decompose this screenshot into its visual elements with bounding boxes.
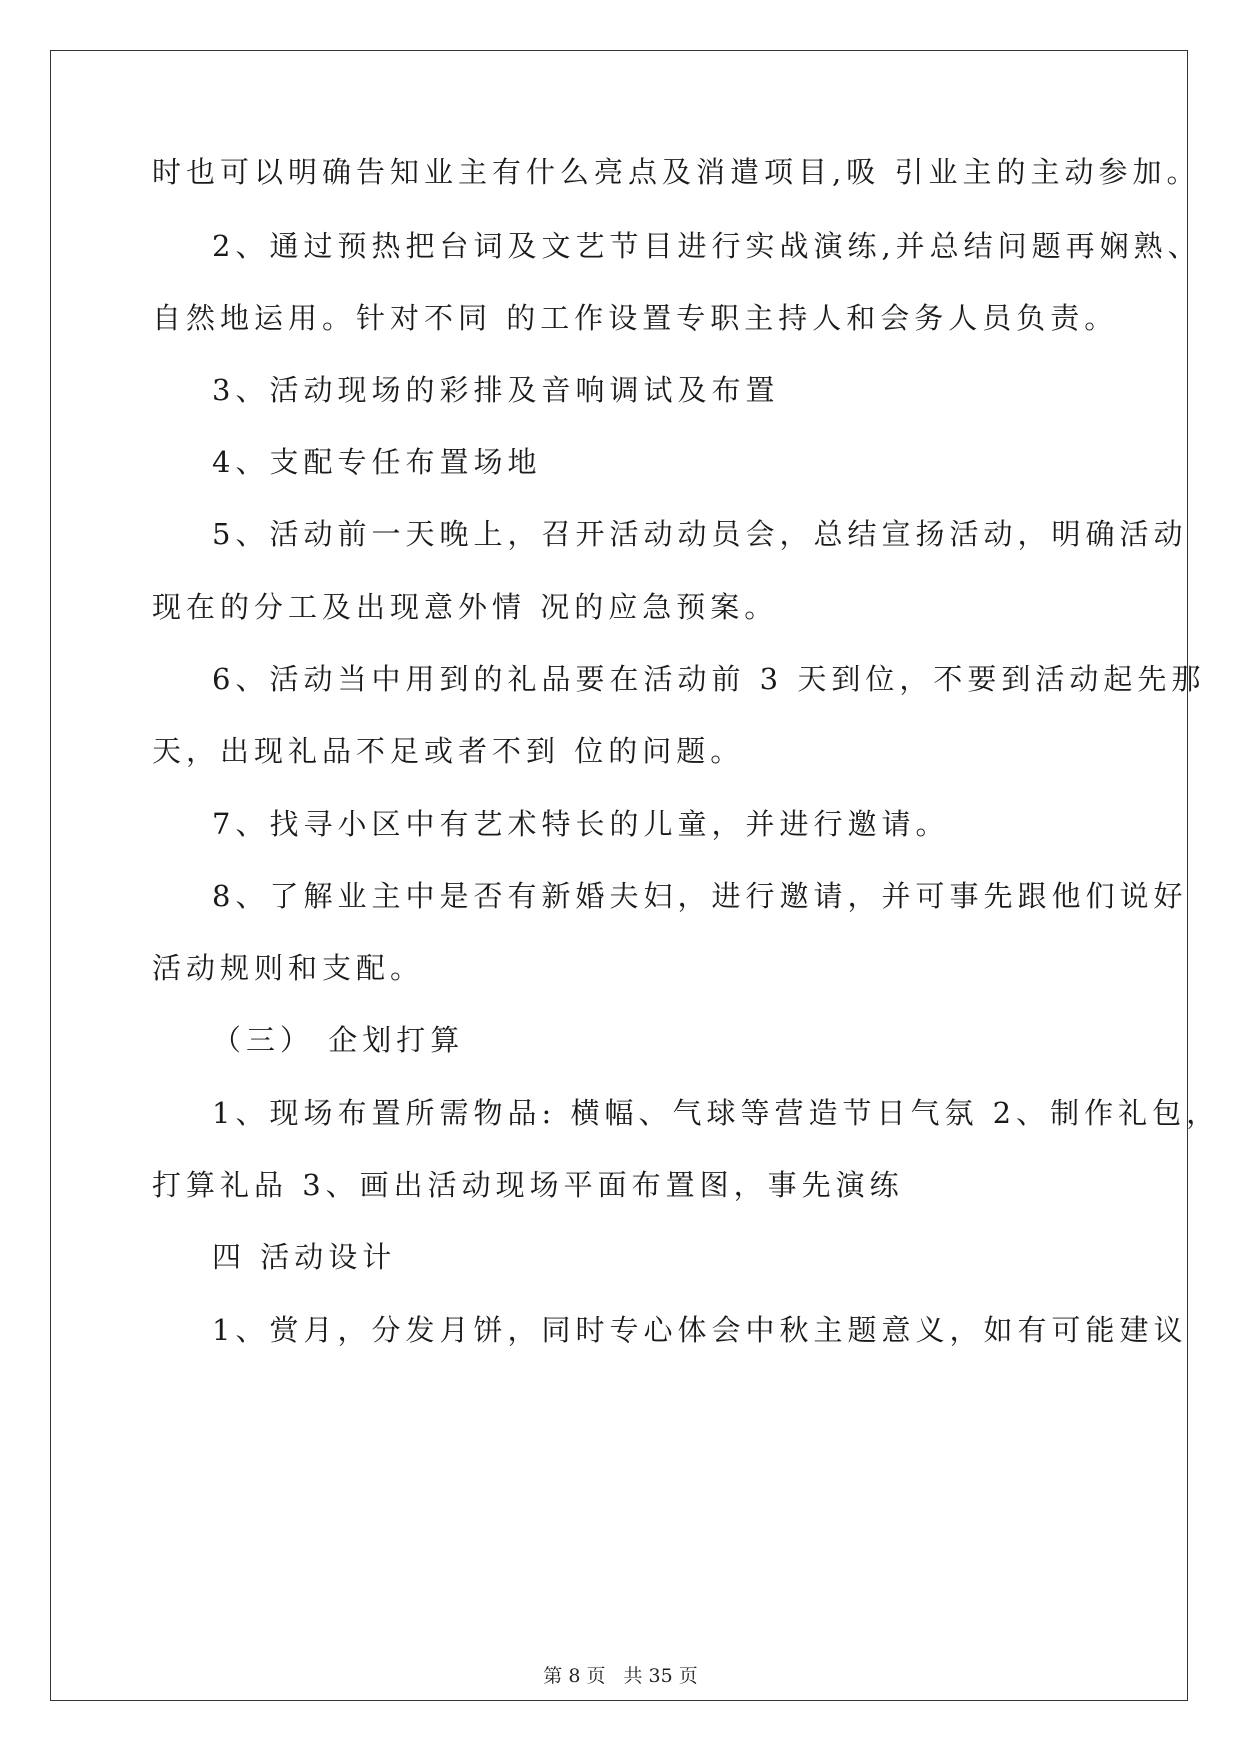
page-total: 共 35 页 xyxy=(623,1665,698,1687)
section-heading: （三） 企划打算 xyxy=(212,1023,465,1057)
paragraph-line: 天，出现礼品不足或者不到 位的问题。 xyxy=(152,734,745,768)
paragraph-line: 5、活动前一天晚上，召开活动动员会，总结宣扬活动，明确活动 xyxy=(212,517,1188,551)
paragraph-line: 时也可以明确告知业主有什么亮点及消遣项目,吸 引业主的主动参加。 xyxy=(152,155,1201,189)
section-heading: 四 活动设计 xyxy=(212,1240,397,1274)
paragraph-line: 7、找寻小区中有艺术特长的儿童，并进行邀请。 xyxy=(212,807,950,841)
paragraph-line: 1、现场布置所需物品: 横幅、气球等营造节日气氛 2、制作礼包， xyxy=(212,1096,1221,1130)
paragraph-line: 2、通过预热把台词及文艺节目进行实战演练,并总结问题再娴熟、 xyxy=(212,229,1202,263)
paragraph-line: 3、活动现场的彩排及音响调试及布置 xyxy=(212,373,780,407)
paragraph-line: 打算礼品 3、画出活动现场平面布置图，事先演练 xyxy=(152,1168,904,1202)
paragraph-line: 1、赏月，分发月饼，同时专心体会中秋主题意义，如有可能建议 xyxy=(212,1313,1188,1347)
page-footer xyxy=(0,1664,1241,1688)
paragraph-line: 4、支配专任布置场地 xyxy=(212,445,542,479)
page-number: 第 8 页 xyxy=(543,1665,606,1687)
paragraph-line: 活动规则和支配。 xyxy=(152,951,425,985)
paragraph-line: 自然地运用。针对不同 的工作设置专职主持人和会务人员负责。 xyxy=(152,301,1119,335)
paragraph-line: 8、了解业主中是否有新婚夫妇，进行邀请，并可事先跟他们说好 xyxy=(212,879,1188,913)
paragraph-line: 现在的分工及出现意外情 况的应急预案。 xyxy=(152,590,779,624)
paragraph-line: 6、活动当中用到的礼品要在活动前 3 天到位，不要到活动起先那 xyxy=(212,662,1206,696)
